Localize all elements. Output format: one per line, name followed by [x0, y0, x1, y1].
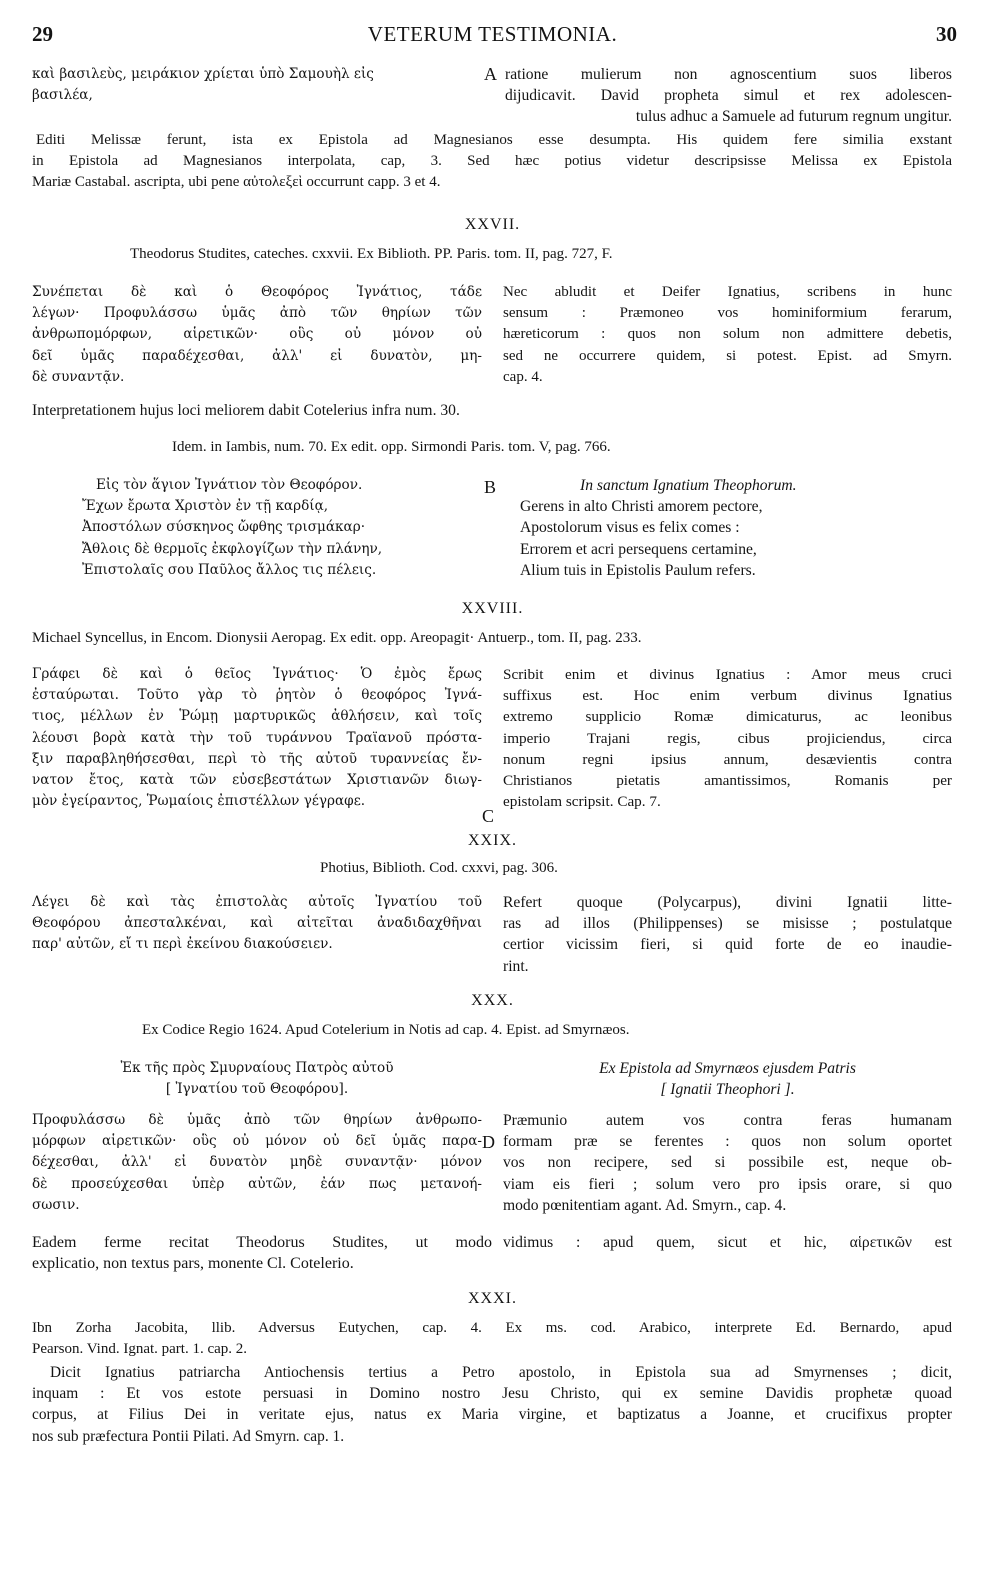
- text-line: Apostolorum visus es felix comes :: [520, 519, 740, 537]
- text-line: Alium tuis in Epistolis Paulum refers.: [520, 561, 756, 579]
- text-line: Ibn Zorha Jacobita, llib. Adversus Eutychen, cap. 4. Ex ms. cod. Arabico, interprete Ed. Bernardo, apud: [32, 1320, 952, 1336]
- latin-column: [503, 892, 952, 977]
- text-line: Nec abludit et Deifer Ignatius, scribens in hunc: [503, 284, 952, 300]
- text-line: vos non recipere, sed si possibile est, neque ob-: [503, 1154, 952, 1172]
- text-line: extremo supplicio Romæ dimicaturus, ac leonibus: [503, 708, 952, 726]
- text-line: Eadem ferme recitat Theodorus Studites, ut modo: [32, 1234, 492, 1251]
- text-line: imperio Trajani regis, cibus projiciendus, circa: [503, 729, 952, 747]
- text-line: Refert quoque (Polycarpus), divini Ignatii litte-: [503, 894, 952, 911]
- text-line: Gerens in alto Christi amorem pectore,: [520, 498, 763, 516]
- text-line: Dicit Ignatius patriarcha Antiochensis tertius a Petro apostolo, in Epistola sua ad Smyrnenses ; dicit,: [50, 1364, 952, 1381]
- text-line: Mariæ Castabal. ascripta, ubi pene αὐτολεξεὶ occurrunt capp. 3 et 4.: [32, 174, 441, 191]
- text-line: inquam : Et vos estote persuasi in Domino nostro Jesu Christo, qui ex semine Davidis prophetæ quoad: [32, 1385, 952, 1403]
- text-line: Ἐπιστολαῖς σου Παῦλος ἄλλος τις πέλεις.: [82, 561, 377, 578]
- text-line: λέουσι βορὰ κατὰ τὴν τοῦ τυράννου Τραϊανοῦ πρόστα-: [32, 729, 482, 746]
- text-line: nonum regni ipsius annum, desævientis contra: [503, 750, 952, 768]
- text-line: epistolam scripsit. Cap. 7.: [503, 793, 661, 811]
- text-line: Scribit enim et divinus Ignatius : Amor meus cruci: [503, 666, 952, 683]
- text-line: nos sub præfectura Pontii Pilati. Ad Smyrn. cap. 1.: [32, 1427, 345, 1445]
- text-line: δέχεσθαι, ἀλλ' εἰ δυνατὸν μηδὲ συναντᾷν· μόνον: [32, 1154, 482, 1171]
- latin-column: [503, 282, 952, 388]
- greek-column: [32, 282, 482, 388]
- text-line: vidimus : apud quem, sicut et hic, αἱρετικῶν est: [503, 1234, 952, 1251]
- latin-column: [503, 664, 952, 812]
- text-line: Christianos pietatis amantissimos, Romanis per: [503, 772, 952, 790]
- text-line: δεῖ ὑμᾶς παραδέχεσθαι, ἀλλ' εἰ δυνατὸν, μη-: [32, 347, 482, 364]
- text-line: [ Ἰγνατίου τοῦ Θεοφόρου].: [165, 1081, 349, 1098]
- text-line: ἀνθρωπομόρφων, αἱρετικῶν· οὓς οὐ μόνον οὐ: [32, 326, 482, 343]
- text-line: Ἄθλοις δὲ θερμοῖς ἐκφλογίζων τὴν πλάνην,: [82, 540, 383, 557]
- text-line: νατον ἔτος, κατὰ τῶν εὐσεβεστάτων Χριστιανῶν διωγ-: [32, 772, 482, 789]
- greek-verse: [82, 475, 482, 581]
- greek-column: [32, 892, 482, 956]
- text-line: Præmunio autem vos contra feras humanam: [503, 1112, 952, 1129]
- text-line: Θεοφόρου ἀπεσταλκέναι, καὶ αἰτεῖται ἀναδιδαχθῆναι: [32, 915, 482, 932]
- text-line: παρ' αὐτῶν, εἴ τι περὶ ἐκείνου διακούσειεν.: [32, 936, 333, 953]
- section-numeral-xxxi: XXXI.: [468, 1290, 517, 1307]
- text-line: Ἀποστόλων σύσκηνος ὤφθης τρισμάκαρ·: [82, 519, 366, 536]
- source-citation: Theodorus Studites, cateches. cxxvii. Ex Biblioth. PP. Paris. tom. II, pag. 727, F.: [130, 246, 613, 262]
- text-line: viam eis fieri ; solum vero pro ipsis orare, si quo: [503, 1175, 952, 1193]
- text-line: [ Ignatii Theophori ].: [660, 1081, 795, 1099]
- page-number-left: 29: [32, 22, 53, 46]
- text-line: τιος, μέλλων ἐν Ῥώμῃ μαρτυρικῶς ἀθλήσειν, καὶ τοῖς: [32, 708, 482, 725]
- text-line: tulus adhuc a Samuele ad futurum regnum ungitur.: [635, 108, 952, 126]
- text-line: Errorem et acri persequens certamine,: [520, 540, 757, 558]
- text-line: in Epistola ad Magnesianos interpolata, cap, 3. Sed hæc potius videtur descripsisse Melissa ex Epistola: [32, 153, 952, 170]
- text-line: cap. 4.: [503, 368, 543, 385]
- text-line: Συνέπεται δὲ καὶ ὁ Θεοφόρος Ἰγνάτιος, τάδε: [32, 284, 482, 300]
- source-citation: Idem. in Iambis, num. 70. Ex edit. opp. Sirmondi Paris. tom. V, pag. 766.: [172, 439, 611, 455]
- text-line: ras ad illos (Philippenses) se misisse ; postulatque: [503, 915, 952, 933]
- text-line: σωσιν.: [32, 1196, 80, 1213]
- greek-continuation: [32, 64, 482, 106]
- latin-column-end: [503, 1232, 952, 1253]
- text-line: μόρφων αἱρετικῶν· οὓς οὐ μόνον οὐ δεῖ ὑμᾶς παρα-: [32, 1133, 482, 1150]
- running-title: VETERUM TESTIMONIA.: [367, 22, 618, 46]
- text-line: corpus, at Filius Dei in veritate ejus, natus ex Maria virgine, et baptizatus a Joanne, et crucifixus propter: [32, 1406, 952, 1424]
- text-line: hæreticorum : quos non solum non admittere debetis,: [503, 326, 952, 343]
- source-citation: Ex Codice Regio 1624. Apud Cotelerium in Notis ad cap. 4. Epist. ad Smyrnæos.: [142, 1022, 630, 1038]
- margin-letter-b: B: [484, 477, 497, 497]
- text-line: Εἰς τὸν ἅγιον Ἰγνάτιον τὸν Θεοφόρον.: [96, 477, 363, 493]
- text-line: sed ne occurrere quidem, si potest. Epist. ad Smyrn.: [503, 347, 952, 364]
- text-line: dijudicavit. David propheta simul et rex adolescen-: [505, 87, 952, 105]
- text-line: In sanctum Ignatium Theophorum.: [580, 477, 797, 494]
- latin-column: [503, 1110, 952, 1216]
- text-line: Editi Melissæ ferunt, ista ex Epistola ad Magnesianos esse desumpta. His quidem fere similia exstant: [36, 132, 952, 148]
- text-line: Ἐκ τῆς πρὸς Σμυρναίους Πατρὸς αὐτοῦ: [120, 1060, 394, 1076]
- text-line: μὸν ἐγείραντος, Ῥωμαίοις ἐπιστέλλων γέγραφε.: [32, 793, 366, 810]
- source-citation: Photius, Biblioth. Cod. cxxvi, pag. 306.: [320, 860, 558, 876]
- text-line: Ἔχων ἔρωτα Χριστὸν ἐν τῇ καρδίᾳ,: [82, 498, 329, 515]
- section-numeral-xxix: XXIX.: [468, 832, 517, 849]
- latin-continuation: [505, 64, 952, 128]
- section-numeral-xxviii: XXVIII.: [461, 600, 524, 617]
- text-line: λέγων· Προφυλάσσω ὑμᾶς ἀπὸ τῶν θηρίων τῶν: [32, 305, 482, 322]
- text-line: ἐσταύρωται. Τοῦτο γὰρ τὸ ῥητὸν ὁ θεοφόρος Ἰγνά-: [32, 687, 482, 704]
- margin-letter-d: D: [482, 1132, 495, 1152]
- text-line: Γράφει δὲ καὶ ὁ θεῖος Ἰγνάτιος· Ὁ ἐμὸς ἔρως: [32, 666, 482, 682]
- text-line: δὲ προσεύχεσθαι ὑπὲρ αὐτῶν, ἐάν πως μετανοή-: [32, 1175, 482, 1192]
- text-line: Λέγει δὲ καὶ τὰς ἐπιστολὰς αὐτοῖς Ἰγνατίου τοῦ: [32, 894, 482, 910]
- note-line: Interpretationem hujus loci meliorem dabit Cotelerius infra num. 30.: [32, 402, 460, 419]
- text-line: formam præ se ferentes : quos non solum oportet: [503, 1133, 952, 1151]
- editorial-note: [32, 130, 952, 194]
- text-line: modo pœnitentiam agant. Ad. Smyrn., cap. 4.: [503, 1196, 787, 1214]
- greek-column: [32, 664, 482, 812]
- latin-heading: [503, 1058, 952, 1100]
- body-paragraph: [32, 1362, 952, 1447]
- source-citation: Michael Syncellus, in Encom. Dionysii Aeropag. Ex edit. opp. Areopagit· Antuerp., tom. II, pag. 233.: [32, 630, 642, 646]
- source-citation: [32, 1318, 952, 1360]
- margin-letter-c: C: [482, 806, 495, 826]
- text-line: βασιλέα,: [32, 87, 93, 104]
- section-numeral-xxvii: XXVII.: [464, 216, 521, 233]
- margin-letter-a: A: [484, 64, 497, 84]
- text-line: δὲ συναντᾷν.: [32, 368, 125, 385]
- running-header: [0, 18, 985, 44]
- text-line: certior vicissim fieri, si quid forte de eo inaudie-: [503, 936, 952, 954]
- text-line: explicatio, non textus pars, monente Cl. Cotelerio.: [32, 1255, 354, 1273]
- text-line: καὶ βασιλεὺς, μειράκιον χρίεται ὑπὸ Σαμουὴλ εἰς: [32, 66, 374, 82]
- text-line: suffixus est. Hoc enim verbum divinus Ignatius: [503, 687, 952, 705]
- text-line: sensum : Præmoneo vos hominiformium ferarum,: [503, 305, 952, 322]
- greek-column: [32, 1110, 482, 1216]
- section-numeral-xxx: XXX.: [471, 992, 514, 1009]
- page-number-right: 30: [936, 22, 957, 46]
- text-line: Pearson. Vind. Ignat. part. 1. cap. 2.: [32, 1341, 248, 1358]
- text-line: rint.: [503, 957, 529, 975]
- greek-heading: [32, 1058, 482, 1100]
- latin-verse: [520, 475, 940, 581]
- text-line: Ex Epistola ad Smyrnæos ejusdem Patris: [599, 1060, 856, 1077]
- text-line: ξιν παραβληθήσεσθαι, περὶ τὸ τῆς αὐτοῦ τυραννείας ἔν-: [32, 750, 482, 767]
- text-line: Προφυλάσσω δὲ ὑμᾶς ἀπὸ τῶν θηρίων ἀνθρωπο-: [32, 1112, 482, 1128]
- eadem-note: [32, 1232, 492, 1274]
- text-line: ratione mulierum non agnoscentium suos liberos: [505, 66, 952, 83]
